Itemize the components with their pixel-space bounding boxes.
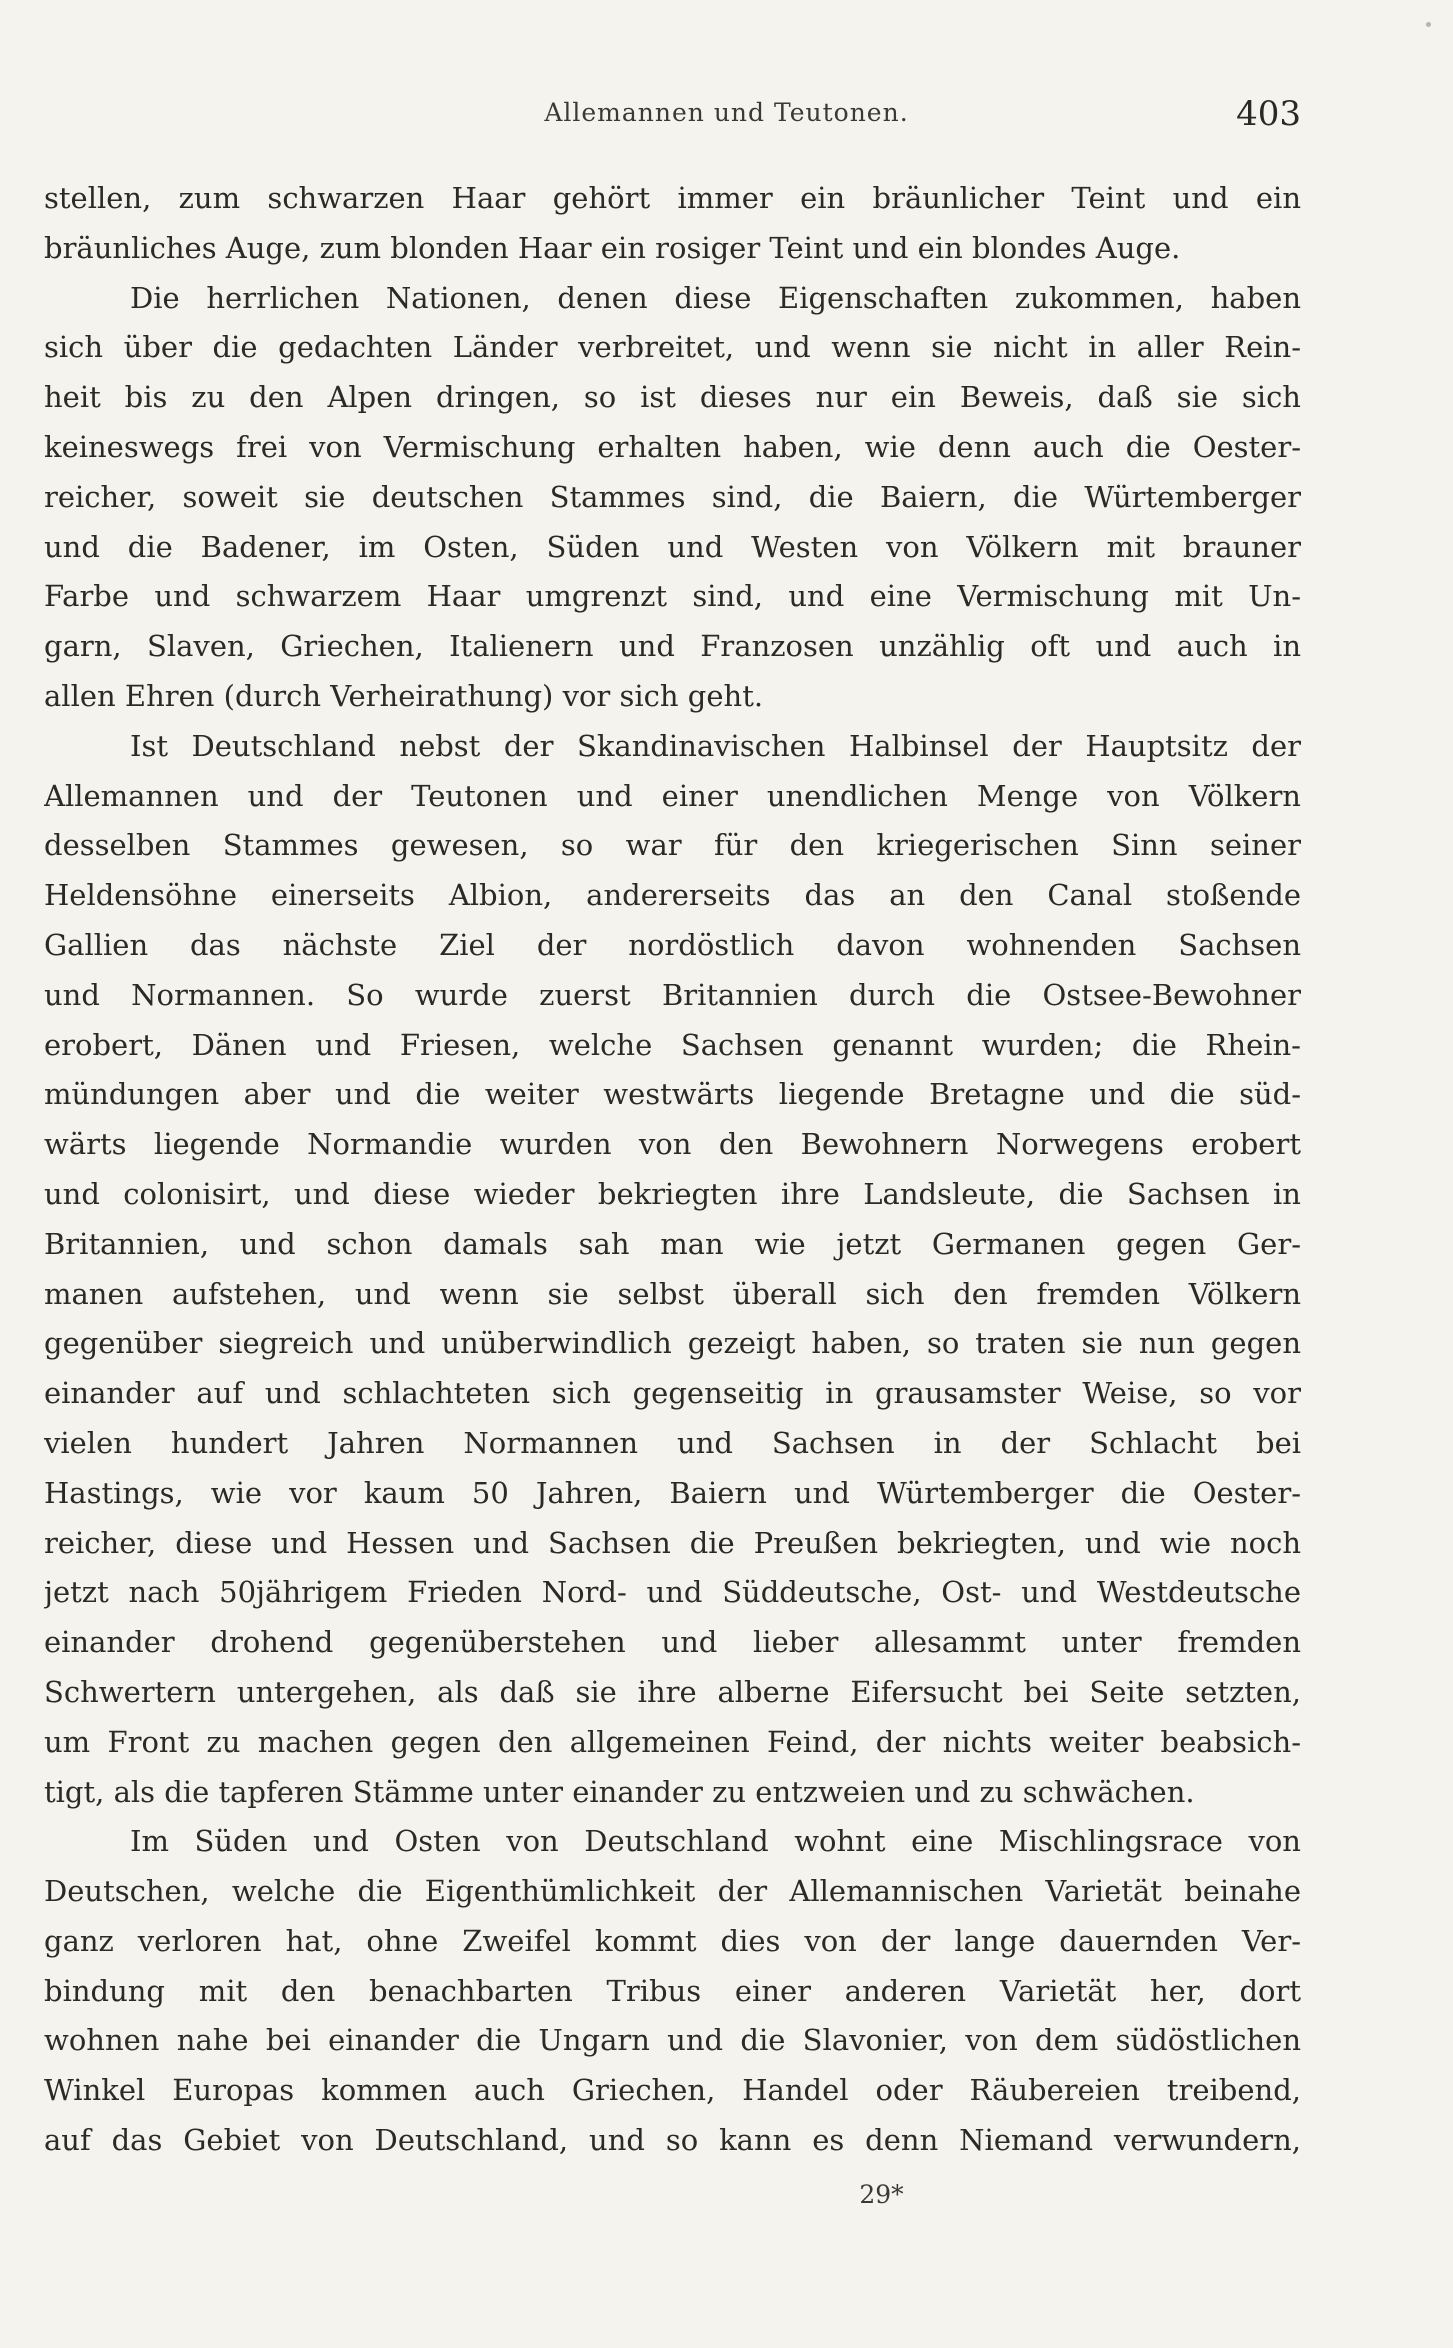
body-text [44, 174, 1301, 2166]
text-line: reicher, diese und Hessen und Sachsen die Preußen bekriegten, und wie noch [44, 1525, 1301, 1560]
text-line: manen aufstehen, und wenn sie selbst überall sich den fremden Völkern [44, 1276, 1301, 1311]
text-line: Schwertern untergehen, als daß sie ihre alberne Eifersucht bei Seite setzten, [44, 1674, 1301, 1709]
text-line: jetzt nach 50jährigem Frieden Nord- und Süddeutsche, Ost- und Westdeutsche [44, 1575, 1301, 1610]
text-line: heit bis zu den Alpen dringen, so ist dieses nur ein Beweis, daß sie sich [44, 380, 1301, 415]
text-line: auf das Gebiet von Deutschland, und so kann es denn Niemand verwundern, [44, 2123, 1301, 2158]
text-line: Farbe und schwarzem Haar umgrenzt sind, und eine Vermischung mit Un- [44, 579, 1301, 614]
text-line: Winkel Europas kommen auch Griechen, Handel oder Räubereien treibend, [44, 2073, 1301, 2108]
text-line: Heldensöhne einerseits Albion, andererseits das an den Canal stoßende [44, 878, 1301, 913]
printer-signature: 29* [859, 2180, 904, 2209]
text-line: bindung mit den benachbarten Tribus einer anderen Varietät her, dort [44, 1973, 1301, 2008]
text-line: Hastings, wie vor kaum 50 Jahren, Baiern und Würtemberger die Oester- [44, 1475, 1301, 1510]
text-line: stellen, zum schwarzen Haar gehört immer ein bräunlicher Teint und ein [44, 181, 1301, 215]
text-line: mündungen aber und die weiter westwärts liegende Bretagne und die süd- [44, 1077, 1301, 1112]
text-line: Deutschen, welche die Eigenthümlichkeit der Allemannischen Varietät beinahe [44, 1874, 1301, 1909]
page-number: 403 [1236, 94, 1301, 134]
text-line: wohnen nahe bei einander die Ungarn und die Slavonier, von dem südöstlichen [44, 2023, 1301, 2058]
text-line: vielen hundert Jahren Normannen und Sachsen in der Schlacht bei [44, 1425, 1301, 1460]
text-line: einander drohend gegenüberstehen und lieber allesammt unter fremden [44, 1625, 1301, 1660]
running-head [0, 94, 1453, 142]
text-line: um Front zu machen gegen den allgemeinen Feind, der nichts weiter beabsich- [44, 1724, 1301, 1759]
text-line: Allemannen und der Teutonen und einer unendlichen Menge von Völkern [44, 778, 1301, 813]
text-line: und die Badener, im Osten, Süden und Westen von Völkern mit brauner [44, 529, 1301, 564]
text-line: allen Ehren (durch Verheirathung) vor sich geht. [44, 678, 764, 713]
text-line: Gallien das nächste Ziel der nordöstlich davon wohnenden Sachsen [44, 927, 1301, 962]
text-line: bräunliches Auge, zum blonden Haar ein rosiger Teint und ein blondes Auge. [44, 230, 1181, 265]
text-line: Britannien, und schon damals sah man wie jetzt Germanen gegen Ger- [44, 1226, 1301, 1261]
text-line: keineswegs frei von Vermischung erhalten haben, wie denn auch die Oester- [44, 429, 1301, 464]
text-line: Ist Deutschland nebst der Skandinavischen Halbinsel der Hauptsitz der [130, 728, 1301, 763]
running-title: Allemannen und Teutonen. [544, 98, 909, 127]
text-line: und colonisirt, und diese wieder bekriegten ihre Landsleute, die Sachsen in [44, 1176, 1301, 1211]
text-line: wärts liegende Normandie wurden von den Bewohnern Norwegens erobert [44, 1127, 1301, 1162]
text-line: reicher, soweit sie deutschen Stammes sind, die Baiern, die Würtemberger [44, 479, 1301, 514]
text-line: erobert, Dänen und Friesen, welche Sachsen genannt wurden; die Rhein- [44, 1027, 1301, 1062]
text-line: tigt, als die tapferen Stämme unter einander zu entzweien und zu schwächen. [44, 1774, 1195, 1809]
text-line: sich über die gedachten Länder verbreitet, und wenn sie nicht in aller Rein- [44, 330, 1301, 365]
text-line: und Normannen. So wurde zuerst Britannien durch die Ostsee-Bewohner [44, 977, 1301, 1012]
text-line: Im Süden und Osten von Deutschland wohnt eine Mischlingsrace von [130, 1824, 1301, 1859]
paper-speck [1426, 22, 1431, 27]
text-line: garn, Slaven, Griechen, Italienern und Franzosen unzählig oft und auch in [44, 629, 1301, 664]
text-line: Die herrlichen Nationen, denen diese Eigenschaften zukommen, haben [130, 280, 1301, 315]
text-line: gegenüber siegreich und unüberwindlich gezeigt haben, so traten sie nun gegen [44, 1326, 1301, 1361]
text-line: desselben Stammes gewesen, so war für den kriegerischen Sinn seiner [44, 828, 1301, 863]
text-line: einander auf und schlachteten sich gegenseitig in grausamster Weise, so vor [44, 1376, 1301, 1411]
text-line: ganz verloren hat, ohne Zweifel kommt dies von der lange dauernden Ver- [44, 1923, 1301, 1958]
